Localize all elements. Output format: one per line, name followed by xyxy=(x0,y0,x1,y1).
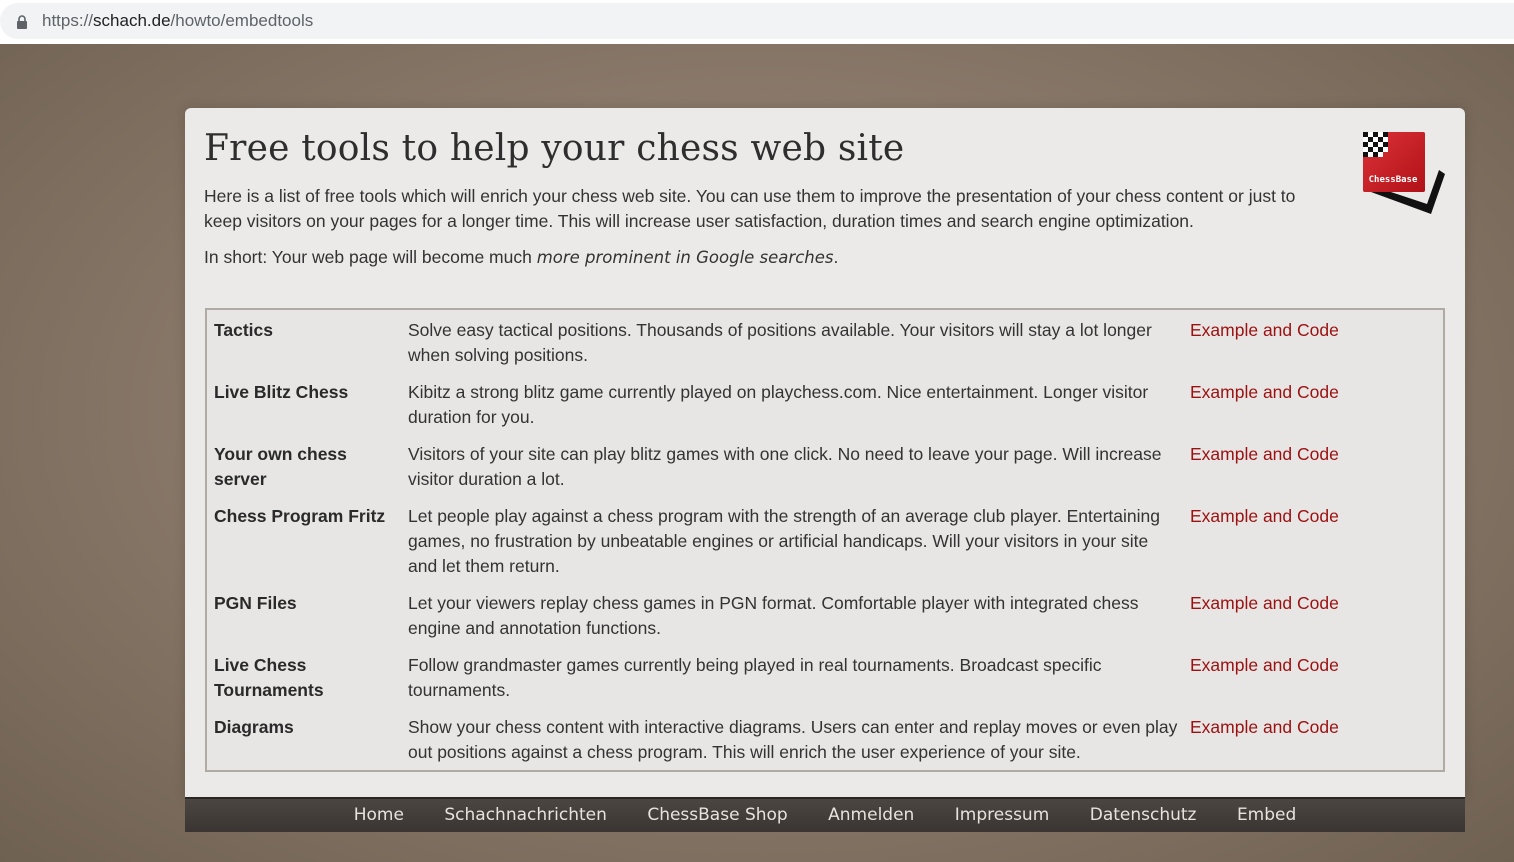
example-code-link[interactable]: Example and Code xyxy=(1190,506,1339,526)
footer-link-datenschutz[interactable]: Datenschutz xyxy=(1089,805,1197,825)
example-code-link[interactable]: Example and Code xyxy=(1190,444,1339,464)
tool-name: Live Blitz Chess xyxy=(214,382,349,402)
tool-description: Show your chess content with interactive diagrams. Users can enter and replay moves or even play out positions against a chess program. This will enrich the user experience of your site. xyxy=(408,717,1178,762)
intro-text: Here is a list of free tools which will enrich your chess web site. You can use them to improve the presentation of your chess content or just to keep visitors on your pages for a longer time. This will increase user satisfaction, duration times and search engine optimization. xyxy=(204,186,1296,231)
example-code-link[interactable]: Example and Code xyxy=(1190,593,1339,613)
url-field[interactable] xyxy=(0,3,1514,39)
footer-link-home[interactable]: Home xyxy=(353,805,404,825)
short-suffix: . xyxy=(833,247,839,267)
url-text[interactable] xyxy=(42,11,313,31)
tool-name: PGN Files xyxy=(214,593,297,613)
tool-description: Kibitz a strong blitz game currently played on playchess.com. Nice entertainment. Longer visitor duration for you. xyxy=(408,382,1149,427)
footer-links xyxy=(185,799,1465,832)
chessbase-logo[interactable] xyxy=(1361,130,1447,216)
footer-link-impressum[interactable]: Impressum xyxy=(954,805,1050,825)
url-path: /howto/embedtools xyxy=(170,11,314,30)
tool-description: Follow grandmaster games currently being played in real tournaments. Broadcast specific tournaments. xyxy=(408,655,1102,700)
tool-description: Solve easy tactical positions. Thousands of positions available. Your visitors will stay a lot longer when solving positions. xyxy=(408,320,1152,365)
tool-name: Chess Program Fritz xyxy=(214,506,386,526)
tool-description: Let your viewers replay chess games in PGN format. Comfortable player with integrated chess engine and annotation functions. xyxy=(408,593,1139,638)
short-emphasis: more prominent in Google searches xyxy=(536,248,834,267)
footer-link-embed[interactable]: Embed xyxy=(1236,805,1297,825)
tool-name: Live Chess Tournaments xyxy=(214,655,324,700)
tool-description: Let people play against a chess program with the strength of an average club player. Entertaining games, no frustration by unbeatable engines or artificial handicaps. Will your visitors in your site and let them return. xyxy=(408,506,1160,576)
example-code-link[interactable]: Example and Code xyxy=(1190,655,1339,675)
tools-table xyxy=(205,308,1445,772)
tool-name: Your own chess server xyxy=(214,444,347,489)
browser-address-bar xyxy=(0,0,1514,44)
footer-link-shop[interactable]: ChessBase Shop xyxy=(647,805,788,825)
footer-link-anmelden[interactable]: Anmelden xyxy=(828,805,915,825)
url-prefix: https:// xyxy=(42,11,94,30)
short-summary xyxy=(204,247,838,268)
example-code-link[interactable]: Example and Code xyxy=(1190,717,1339,737)
page-title: Free tools to help your chess web site xyxy=(204,128,905,169)
example-code-link[interactable]: Example and Code xyxy=(1190,382,1339,402)
content-card xyxy=(185,108,1465,798)
footer-nav-bar xyxy=(185,797,1465,832)
url-host: schach.de xyxy=(93,11,171,30)
short-prefix: In short: Your web page will become much xyxy=(204,247,537,267)
footer-link-schachnachrichten[interactable]: Schachnachrichten xyxy=(444,805,607,825)
tool-name: Diagrams xyxy=(214,717,294,737)
example-code-link[interactable]: Example and Code xyxy=(1190,320,1339,340)
tool-description: Visitors of your site can play blitz games with one click. No need to leave your page. Will increase visitor duration a lot. xyxy=(408,444,1162,489)
logo-text: ChessBase xyxy=(1368,175,1418,185)
tool-name: Tactics xyxy=(214,320,274,340)
lock-icon[interactable] xyxy=(16,15,28,29)
